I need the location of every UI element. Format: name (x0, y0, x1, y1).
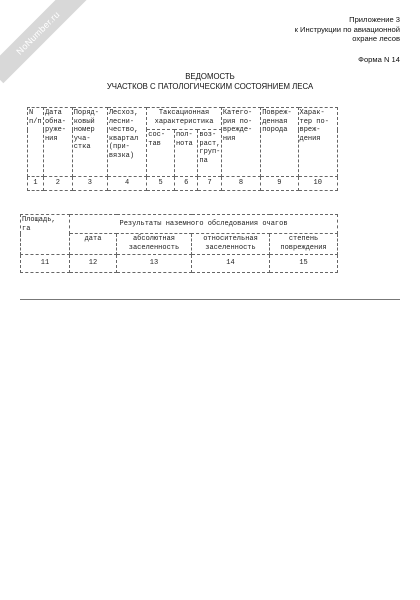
form-number: Форма N 14 (358, 55, 400, 64)
header-relative-infestation: относительная заселенность (192, 234, 270, 255)
header-age-group: воз- раст, груп- па (198, 130, 221, 177)
column-number: 6 (174, 177, 197, 191)
header-plot-number: Поряд- ковый номер уча- стка (72, 108, 107, 177)
survey-table (20, 214, 338, 273)
column-number: 14 (192, 255, 270, 273)
column-number: 12 (70, 255, 117, 273)
column-number: 10 (298, 177, 338, 191)
column-number: 3 (72, 177, 107, 191)
appendix-line-1: Приложение 3 (349, 15, 400, 24)
column-numbers-row (28, 177, 338, 191)
header-damage-degree: степень повреждения (270, 234, 338, 255)
header-survey-date: дата (70, 234, 117, 255)
header-detection-date: Дата обна- руже- ния (43, 108, 72, 177)
header-number: N п/п (28, 108, 44, 177)
column-numbers-row (21, 255, 338, 273)
column-number: 4 (107, 177, 146, 191)
header-survey-results: Результаты наземного обследования очагов (70, 215, 338, 234)
column-number: 8 (221, 177, 260, 191)
header-absolute-infestation: абсолютная заселенность (117, 234, 192, 255)
document-subtitle: УЧАСТКОВ С ПАТОЛОГИЧЕСКИМ СОСТОЯНИЕМ ЛЕСА (106, 82, 314, 91)
header-damage-category: Катего- рия по- врежде- ния (221, 108, 260, 177)
column-number: 5 (147, 177, 175, 191)
main-table (27, 107, 338, 191)
header-damaged-species: Повреж- денная порода (261, 108, 298, 177)
document-title: ВЕДОМОСТЬ (185, 72, 235, 81)
column-number: 13 (117, 255, 192, 273)
column-number: 11 (21, 255, 70, 273)
appendix-line-3: охране лесов (352, 34, 400, 43)
header-area: Площадь, га (21, 215, 70, 255)
horizontal-divider (20, 299, 400, 300)
column-number: 7 (198, 177, 221, 191)
header-forestry: Лесхоз, лесни- чество, квартал (при- вязка) (107, 108, 146, 177)
column-number: 9 (261, 177, 298, 191)
column-number: 1 (28, 177, 44, 191)
column-number: 15 (270, 255, 338, 273)
watermark: NoNumber.ru (0, 0, 88, 83)
column-number: 2 (43, 177, 72, 191)
header-density: пол- нота (174, 130, 197, 177)
appendix-header (240, 15, 400, 44)
header-taxation: Таксационная характеристика (147, 108, 222, 130)
header-damage-character: Харак- тер по- вреж- дения (298, 108, 338, 177)
appendix-line-2: к Инструкции по авиационной (294, 24, 400, 34)
header-composition: сос- тав (147, 130, 175, 177)
